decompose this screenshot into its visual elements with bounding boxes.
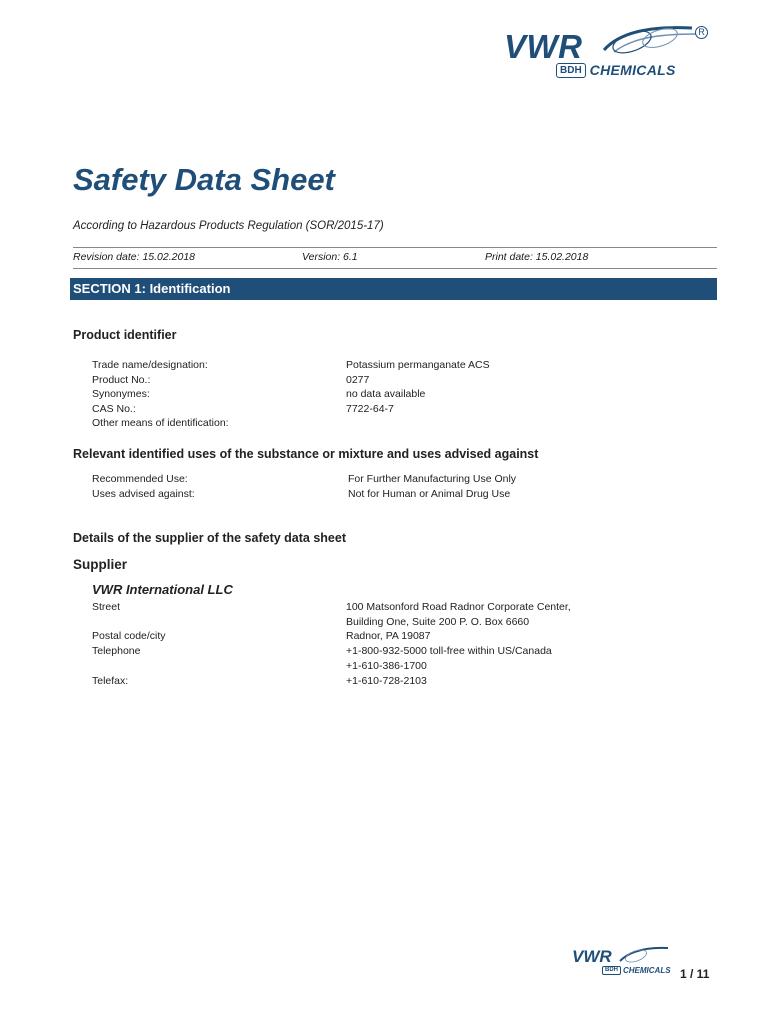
supplier-telephone-label: Telephone: [92, 645, 141, 657]
uses-heading: Relevant identified uses of the substance or mixture and uses advised against: [73, 447, 539, 461]
footer-logo-brand: VWR: [572, 947, 612, 966]
cas-no-value: 7722-64-7: [346, 402, 394, 415]
registered-mark: R: [695, 26, 708, 39]
supplier-heading: Supplier: [73, 557, 128, 572]
supplier-telefax-label: Telefax:: [92, 675, 129, 687]
supplier-street-value: [346, 600, 571, 629]
footer-chemicals-text: CHEMICALS: [623, 966, 671, 975]
street-line-1: 100 Matsonford Road Radnor Corporate Center,: [346, 601, 571, 613]
trade-name-label: Trade name/designation:: [92, 359, 208, 371]
supplier-details-heading: Details of the supplier of the safety data sheet: [73, 531, 346, 545]
recommended-use-value: For Further Manufacturing Use Only: [348, 473, 517, 485]
print-date: Print date: 15.02.2018: [485, 251, 589, 263]
street-line-2: Building One, Suite 200 P. O. Box 6660: [346, 615, 530, 628]
regulation-text: According to Hazardous Products Regulation (SOR/2015-17): [73, 220, 384, 232]
trade-name-value: Potassium permanganate ACS: [346, 359, 490, 371]
product-identifier-heading: Product identifier: [73, 328, 177, 342]
document-title: Safety Data Sheet: [73, 162, 335, 197]
uses-advised-against-label: Uses advised against:: [92, 487, 195, 500]
section-header: [70, 278, 717, 300]
footer-sub-brand: [602, 966, 671, 975]
supplier-company: VWR International LLC: [92, 582, 233, 597]
footer-swoosh-icon: [618, 945, 670, 967]
logo-chemicals-text: CHEMICALS: [589, 62, 676, 78]
version: Version: 6.1: [302, 251, 358, 263]
product-identifier-values: [346, 358, 490, 416]
page-number: 1 / 11: [680, 967, 710, 981]
product-identifier-labels: [92, 358, 229, 431]
footer-logo: [572, 945, 672, 981]
revision-date: Revision date: 15.02.2018: [73, 251, 196, 263]
telephone-line-2: +1-610-386-1700: [346, 659, 427, 672]
uses-labels: [92, 472, 195, 501]
synonymes-value: no data available: [346, 388, 426, 401]
product-no-label: Product No.:: [92, 373, 151, 386]
supplier-postal-label: Postal code/city: [92, 630, 166, 642]
supplier-postal-value: Radnor, PA 19087: [346, 630, 431, 642]
supplier-telefax-value: +1-610-728-2103: [346, 675, 427, 687]
logo-swoosh-icon: [600, 22, 700, 62]
other-means-label: Other means of identification:: [92, 417, 229, 430]
vwr-bdh-logo: [500, 18, 710, 90]
product-no-value: 0277: [346, 373, 370, 386]
cas-no-label: CAS No.:: [92, 402, 136, 415]
supplier-telephone-value: [346, 644, 552, 673]
logo-bdh-badge: BDH: [556, 63, 586, 78]
telephone-line-1: +1-800-932-5000 toll-free within US/Canada: [346, 645, 552, 657]
section-title: SECTION 1: Identification: [73, 281, 231, 296]
revision-bar: [73, 247, 717, 269]
footer-bdh-badge: BDH: [602, 966, 621, 975]
supplier-street-label: Street: [92, 601, 121, 613]
logo-sub-brand: [556, 62, 676, 78]
synonymes-label: Synonymes:: [92, 388, 150, 401]
logo-brand: VWR: [504, 28, 583, 65]
recommended-use-label: Recommended Use:: [92, 473, 188, 485]
uses-advised-against-value: Not for Human or Animal Drug Use: [348, 487, 511, 500]
uses-values: [348, 472, 516, 501]
